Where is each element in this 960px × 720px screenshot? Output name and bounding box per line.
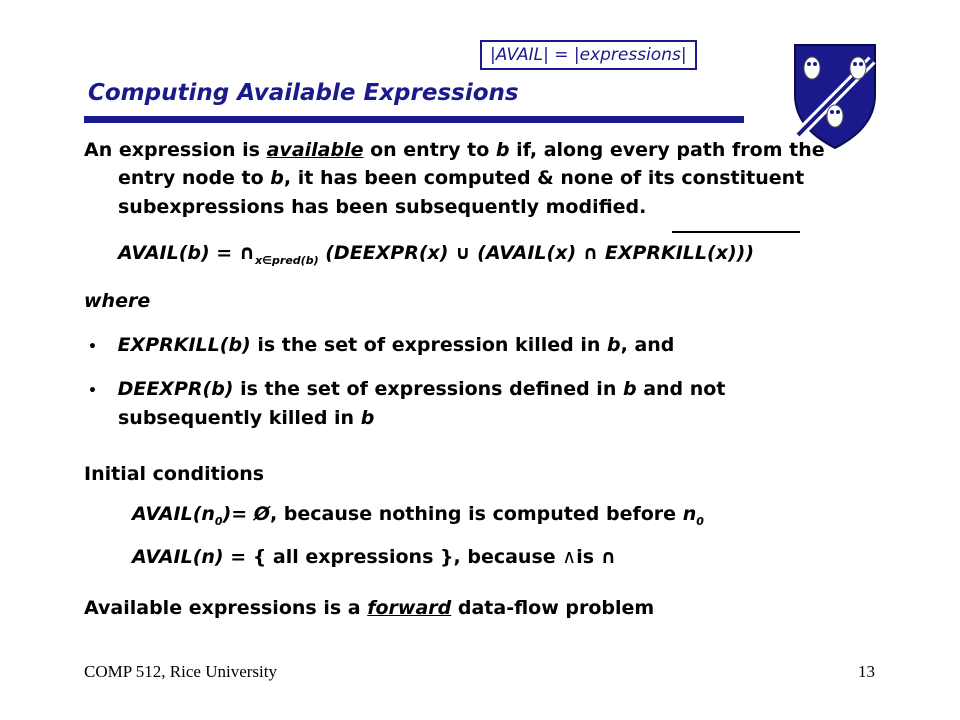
term-available: available [266,139,364,161]
initial-condition-1: $AVAIL(n_0)=$ Ø, because nothing is computed before $n_0$ [132,503,704,528]
initial-condition-2: AVAIL(n) = { all expressions }, because ∧is ∩ [132,546,617,568]
bullet-deexpr: • DEEXPR(b) is the set of expressions defined in b and not [88,378,726,400]
rice-shield-icon [790,40,880,150]
intro-line-3: subexpressions has been subsequently modified. [118,196,647,218]
closing-statement: Available expressions is a forward data-flow problem [84,597,655,619]
intro-line-2: entry node to b, it has been computed & none of its constituent [118,167,805,189]
intro-line-1: An expression is available on entry to b if, along every path from the [84,139,825,161]
bullet-deexpr-line2: subsequently killed in b [118,407,375,429]
bullet-exprkill: • EXPRKILL(b) is the set of expression killed in b, and [88,334,675,356]
formula-callout [480,40,697,70]
initial-conditions-heading: Initial conditions [84,463,265,485]
slide-title: Computing Available Expressions [88,80,519,106]
avail-equation: AVAIL(b) = $\cap_{x\in pred(b)}$ (DEEXPR(x) ∪ (AVAIL(x) ∩ EXPRKILL(x))) [118,240,755,267]
term-forward: forward [367,597,452,619]
title-rule [84,116,744,123]
footer-page-number: 13 [858,662,875,681]
footer-course: COMP 512, Rice University [84,662,277,681]
formula-callout-text: |AVAIL| = |expressions| [490,45,687,65]
where-label: where [84,290,151,312]
complement-overline [672,231,800,233]
